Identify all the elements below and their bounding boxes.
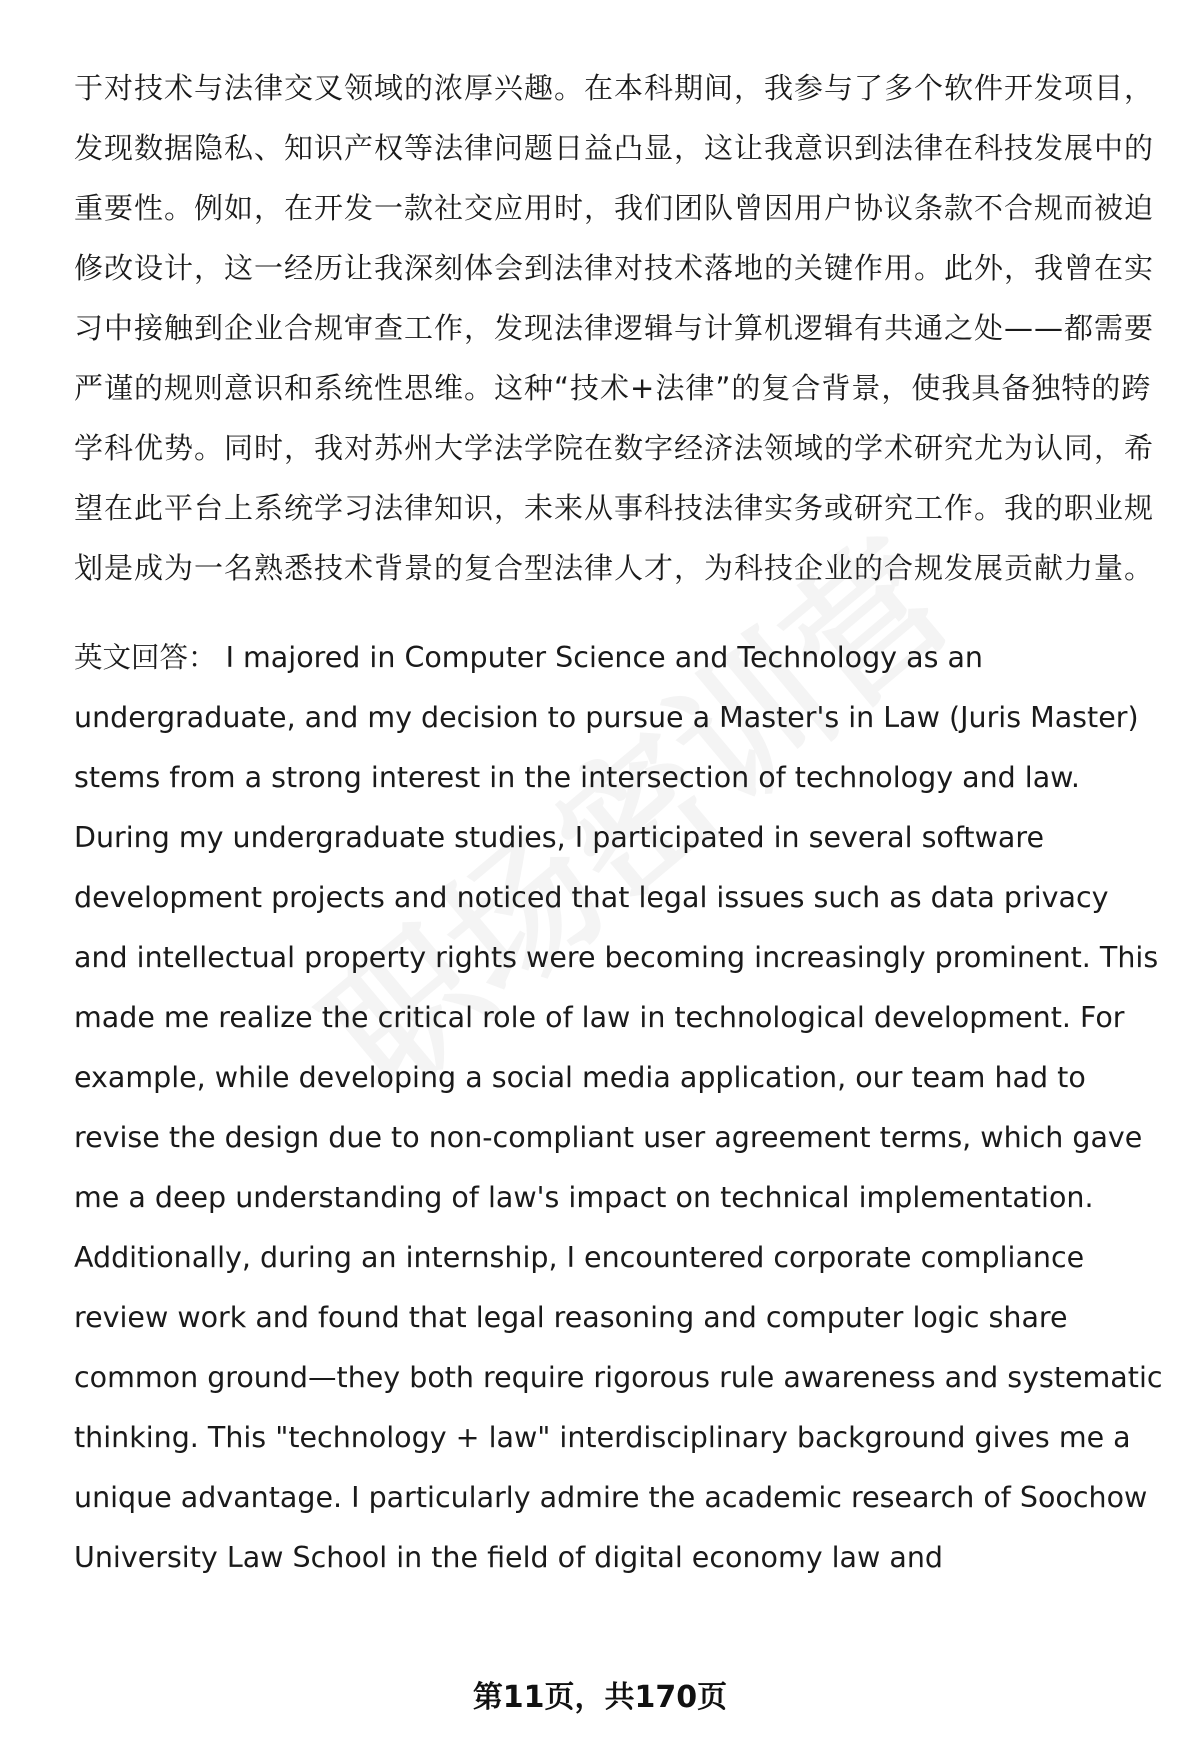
english-answer-text: I majored in Computer Science and Technology as an undergraduate, and my decision to pursue a Master's in Law (Juris Master) stems from a strong interest in the intersection of technology and law. During my undergraduate studies, I participated in several software development projects and noticed that legal issues such as data privacy and intellectual property rights were becoming increasingly prominent. This made me realize the critical role of law in technological development. For example, while developing a social media application, our team had to revise the design due to non-compliant user agreement terms, which gave me a deep understanding of law's impact on technical implementation. Additionally, during an internship, I encountered corporate compliance review work and found that legal reasoning and computer logic share common ground—they both require rigorous rule awareness and systematic thinking. This "technology + law" interdisciplinary background gives me a unique advantage. I particularly admire the academic research of Soochow University Law School in the field of digital economy law and: [74, 641, 1163, 1574]
document-body: [74, 58, 1164, 1588]
english-answer-paragraph: [74, 628, 1164, 1588]
chinese-answer-paragraph: 于对技术与法律交叉领域的浓厚兴趣。在本科期间，我参与了多个软件开发项目，发现数据隐私、知识产权等法律问题日益凸显，这让我意识到法律在科技发展中的重要性。例如，在开发一款社交应用时，我们团队曾因用户协议条款不合规而被迫修改设计，这一经历让我深刻体会到法律对技术落地的关键作用。此外，我曾在实习中接触到企业合规审查工作，发现法律逻辑与计算机逻辑有共通之处——都需要严谨的规则意识和系统性思维。这种“技术+法律”的复合背景，使我具备独特的跨学科优势。同时，我对苏州大学法学院在数字经济法领域的学术研究尤为认同，希望在此平台上系统学习法律知识，未来从事科技法律实务或研究工作。我的职业规划是成为一名熟悉技术背景的复合型法律人才，为科技企业的合规发展贡献力量。: [74, 71, 1155, 585]
english-answer-label: 英文回答：: [74, 641, 217, 674]
page-number-footer: 第11页，共170页: [472, 1680, 728, 1715]
